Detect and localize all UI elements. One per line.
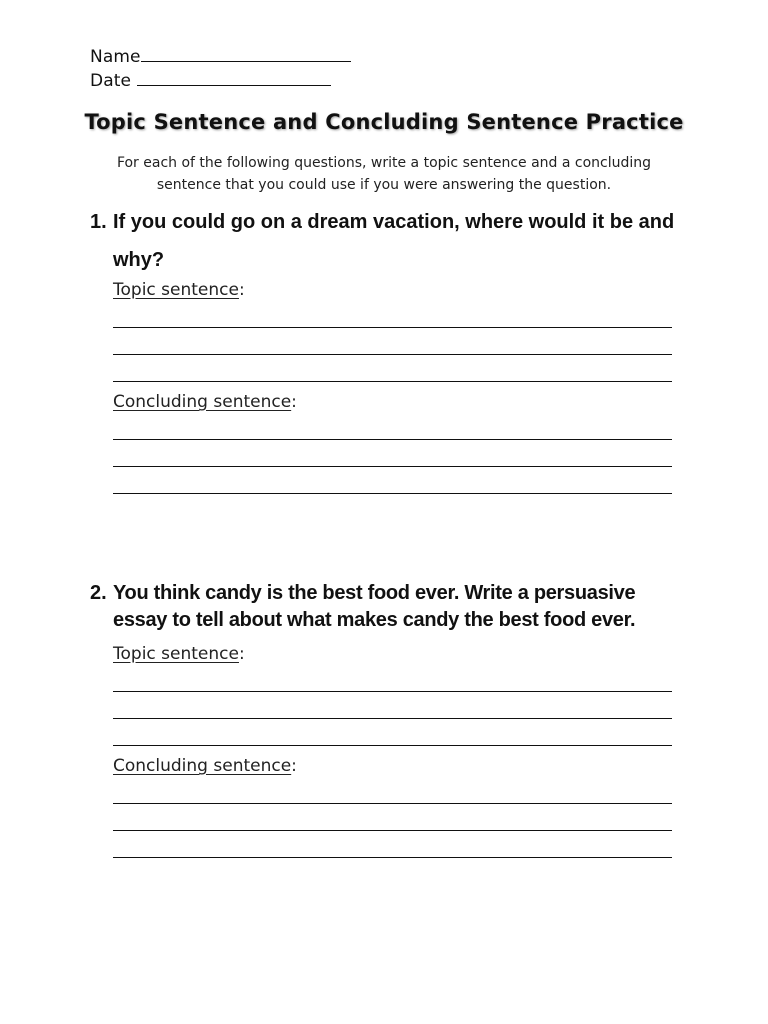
q1-concluding-line-2[interactable]	[113, 466, 672, 467]
q2-concluding-line-1[interactable]	[113, 803, 672, 804]
question-2-prompt: You think candy is the best food ever. Write a persuasive essay to tell about what makes candy the best food ever.	[113, 582, 636, 631]
q1-topic-sentence-label: Topic sentence:	[113, 280, 245, 300]
question-2	[90, 580, 690, 634]
q1-topic-line-2[interactable]	[113, 354, 672, 355]
question-1	[90, 203, 690, 279]
instructions-text: For each of the following questions, write a topic sentence and a concluding sentence that you could use if you were answering the question.	[116, 155, 652, 193]
q2-topic-line-2[interactable]	[113, 718, 672, 719]
name-field	[90, 47, 351, 67]
date-field	[90, 71, 331, 91]
q1-concluding-line-3[interactable]	[113, 493, 672, 494]
date-label: Date	[90, 71, 132, 91]
question-1-number: 1.	[90, 211, 107, 233]
q2-concluding-line-3[interactable]	[113, 857, 672, 858]
q1-concluding-line-1[interactable]	[113, 439, 672, 440]
q2-concluding-line-2[interactable]	[113, 830, 672, 831]
q2-topic-line-1[interactable]	[113, 691, 672, 692]
name-blank[interactable]	[141, 47, 351, 62]
date-blank[interactable]	[137, 71, 331, 86]
q1-topic-line-3[interactable]	[113, 381, 672, 382]
q2-topic-sentence-label: Topic sentence:	[113, 644, 245, 664]
page-title: Topic Sentence and Concluding Sentence Practice	[84, 110, 684, 134]
q1-concluding-sentence-label: Concluding sentence:	[113, 392, 297, 412]
question-2-number: 2.	[90, 582, 107, 604]
question-1-prompt: If you could go on a dream vacation, where would it be and why?	[113, 211, 675, 271]
q2-topic-line-3[interactable]	[113, 745, 672, 746]
q2-concluding-sentence-label: Concluding sentence:	[113, 756, 297, 776]
q1-topic-line-1[interactable]	[113, 327, 672, 328]
name-label: Name	[90, 47, 141, 67]
